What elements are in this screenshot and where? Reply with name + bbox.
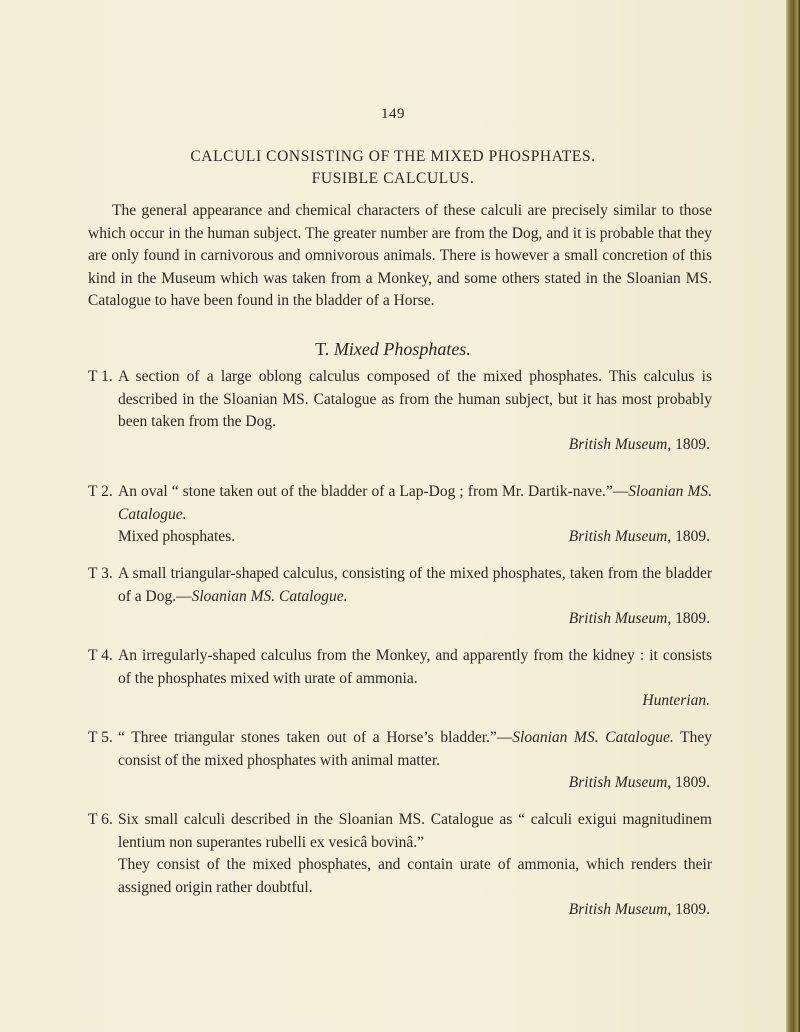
source-year: 1809. <box>675 901 710 918</box>
catalogue-entry <box>88 645 712 713</box>
entry-number: T 5. <box>88 729 113 746</box>
source-name: British Museum, <box>568 435 672 453</box>
catalogue-entry <box>88 809 712 922</box>
source-year: 1809. <box>675 435 710 453</box>
entry-text-tail: They consist of the mixed phosphates with animal matter. <box>118 729 712 769</box>
source-name: British Museum, <box>568 774 672 791</box>
catalogue-entry <box>88 563 712 631</box>
entry-text-main: “ Three triangular stones taken out of a Horse’s bladder.”— <box>118 729 513 746</box>
section-letter: T. <box>315 339 330 359</box>
entry-number: T 6. <box>88 811 113 828</box>
entry-text <box>118 727 712 772</box>
entry-note-row <box>118 526 712 549</box>
entry-number: T 3. <box>88 565 113 582</box>
entry-source <box>569 526 712 549</box>
source-name: British Museum, <box>568 528 672 545</box>
source-name: British Museum, <box>568 610 672 627</box>
entry-number: T 2. <box>88 483 113 500</box>
entry-number: T 4. <box>88 647 113 664</box>
chapter-subheading: FUSIBLE CALCULUS. <box>311 170 475 187</box>
entry-source <box>88 608 712 631</box>
source-year: 1809. <box>675 610 710 627</box>
book-spine-edge <box>786 0 800 1032</box>
source-name: British Museum, <box>568 901 672 918</box>
entry-note: Mixed phosphates. <box>118 528 236 545</box>
entry-number: T 1. <box>88 368 113 385</box>
entry-citation: Sloanian MS. Catalogue. <box>118 483 712 523</box>
catalogue-entry <box>88 727 712 795</box>
entry-source: Hunterian. <box>642 692 710 709</box>
chapter-heading: CALCULI CONSISTING OF THE MIXED PHOSPHATES. <box>190 148 596 165</box>
entry-text <box>118 481 712 526</box>
entry-citation: Sloanian MS. Catalogue. <box>512 729 674 746</box>
source-year: 1809. <box>675 774 710 791</box>
entry-text-main: An oval “ stone taken out of the bladder of a Lap-Dog ; from Mr. Dartik-nave.”— <box>118 483 629 500</box>
entry-text: A section of a large oblong calculus composed of the mixed phosphates. This calculus is described in the Sloanian MS. Catalogue as from the human subject, but it has most probably been taken from the Dog. <box>118 368 712 430</box>
entry-text-main: A small triangular-shaped calculus, consisting of the mixed phosphates, taken from the bladder of a Dog.— <box>118 565 712 605</box>
page-number: 149 <box>381 106 405 122</box>
entry-source <box>88 772 712 795</box>
catalogue-entry <box>88 366 712 456</box>
entry-citation: Sloanian MS. Catalogue. <box>191 587 348 605</box>
entry-source <box>88 899 712 922</box>
entry-text <box>118 563 712 608</box>
source-year: 1809. <box>675 528 710 545</box>
section-title <box>0 339 786 360</box>
entry-text: Six small calculi described in the Sloanian MS. Catalogue as “ calculi exigui magnitudinem lentium non superantes rubelli ex vesicâ bovinâ.” <box>118 811 712 851</box>
section-name: Mixed Phosphates. <box>333 339 471 359</box>
entry-text: An irregularly-shaped calculus from the Monkey, and apparently from the kidney : it consists of the phosphates mixed with urate of ammonia. <box>118 647 712 687</box>
catalogue-entry <box>88 481 712 549</box>
intro-paragraph: The general appearance and chemical characters of these calculi are precisely similar to those which occur in the human subject. The greater number are from the Dog, and it is probable that they are only found in carnivorous and omnivorous animals. There is however a small concretion of this kind in the Museum which was taken from a Monkey, and some others stated in the Sloanian MS. Catalogue to have been found in the bladder of a Horse. <box>88 202 712 309</box>
entry-source <box>88 434 712 457</box>
entry-text-second: They consist of the mixed phosphates, and contain urate of ammonia, which renders their assigned origin rather doubtful. <box>118 856 712 896</box>
